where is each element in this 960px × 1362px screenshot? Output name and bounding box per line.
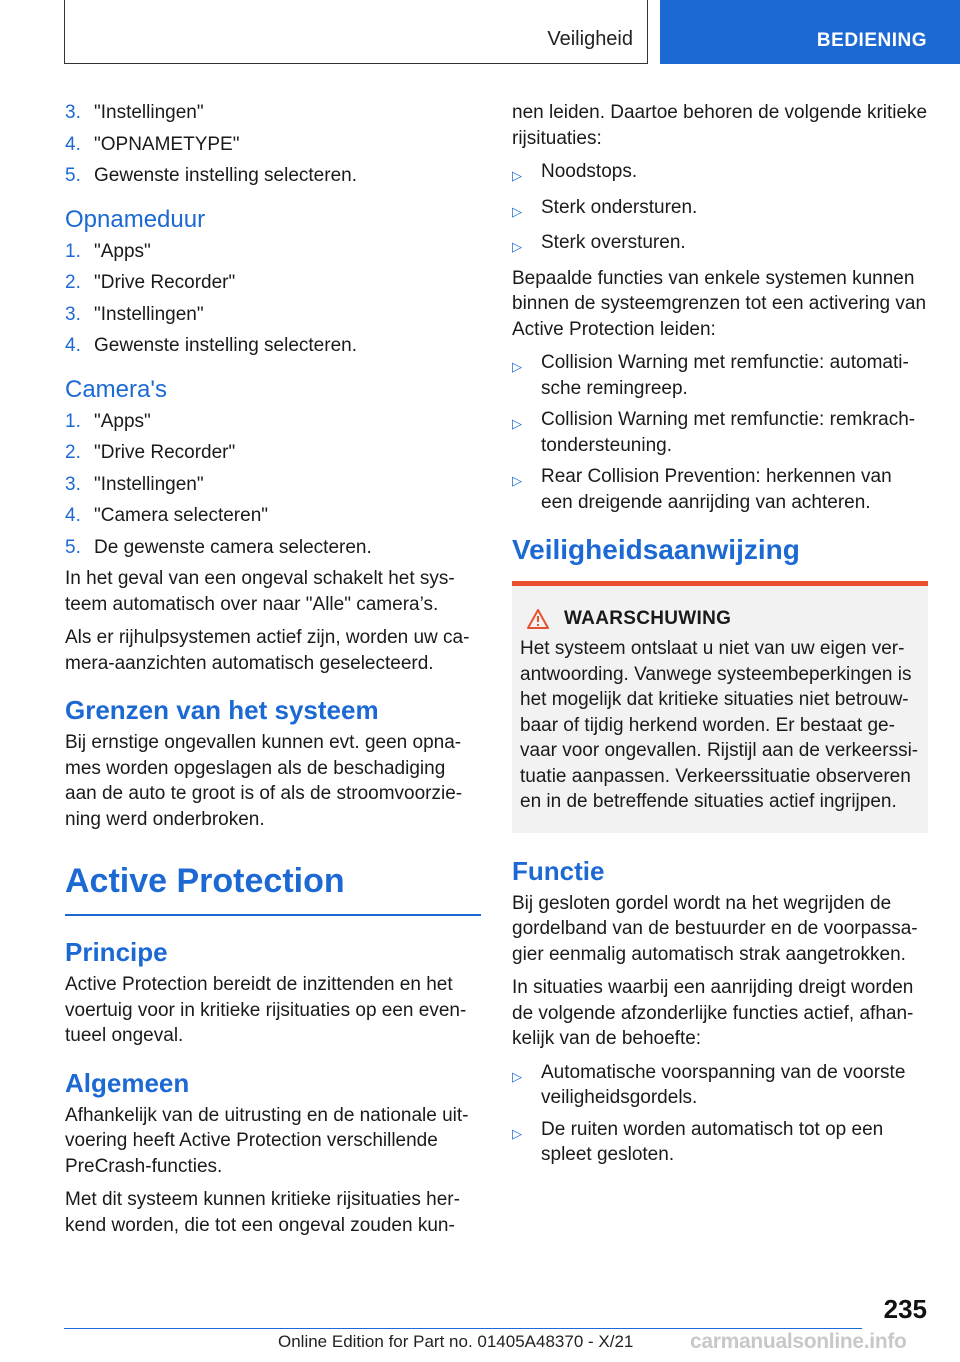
- step-number: 1.: [65, 410, 81, 432]
- bullet-item: [512, 1060, 928, 1111]
- step-text: "Camera selecteren": [94, 505, 269, 526]
- step-item: [65, 132, 481, 158]
- page-number: 235: [883, 1294, 927, 1324]
- heading-principe: Principe: [65, 937, 168, 967]
- bullet-text: Automatische voorspanning van de voorste veiligheidsgordels.: [541, 1061, 906, 1108]
- heading-opnameduur: Opnameduur: [65, 205, 206, 233]
- step-text: "Drive Recorder": [94, 442, 236, 463]
- heading-cameras: Camera's: [65, 375, 167, 403]
- step-item: [65, 333, 481, 359]
- steps-list-b: [65, 239, 481, 359]
- step-item: [65, 440, 481, 466]
- step-item: [65, 100, 481, 126]
- bullet-item: [512, 464, 928, 515]
- step-number: 2.: [65, 272, 81, 293]
- triangle-right-icon: ▷: [512, 1068, 522, 1084]
- triangle-right-icon: ▷: [512, 359, 522, 374]
- triangle-right-icon: ▷: [512, 473, 522, 488]
- step-number: 1.: [65, 240, 81, 262]
- bullet-item: [512, 230, 928, 260]
- bullet-item: [512, 350, 928, 401]
- step-number: 4.: [65, 133, 81, 155]
- step-number: 5.: [65, 165, 81, 186]
- header-section-box: [64, 0, 648, 64]
- step-text: "Instellingen": [94, 473, 204, 495]
- footer-rule: [64, 1328, 862, 1329]
- heading-algemeen: Algemeen: [65, 1067, 190, 1098]
- paragraph-grenzen: Bij ernstige ongevallen kunnen evt. geen opna-mes worden opgeslagen als de beschadiging aan de auto te groot is of als de stroomvoorzie-ning werd onderbroken.: [65, 732, 463, 830]
- step-text: "Apps": [94, 410, 151, 432]
- header-chapter-tab: [660, 0, 960, 64]
- paragraph-functie-2: In situaties waarbij een aanrijding dreigt worden de volgende afzonderlijke functies actief, afhan-kelijk van de behoefte:: [512, 977, 914, 1049]
- watermark: carmanualsonline.info: [690, 1330, 907, 1353]
- triangle-right-icon: ▷: [512, 416, 522, 431]
- step-text: Gewenste instelling selecteren.: [94, 165, 357, 186]
- left-column: [65, 100, 481, 1246]
- heading-grenzen: Grenzen van het systeem: [65, 695, 379, 725]
- bullet-text: De ruiten worden automatisch tot op een spleet gesloten.: [541, 1118, 884, 1165]
- step-number: 3.: [65, 102, 81, 123]
- step-item: [65, 163, 481, 189]
- step-item: [65, 239, 481, 265]
- steps-list-a: [65, 100, 481, 189]
- heading-veiligheidsaanwijzing: Veiligheidsaanwijzing: [512, 534, 800, 565]
- footer-edition: Online Edition for Part no. 01405A48370 - X/21: [278, 1332, 634, 1351]
- bullet-text: Collision Warning met remfunctie: remkrach-tondersteuning.: [541, 409, 916, 456]
- step-text: Gewenste instelling selecteren.: [94, 335, 357, 356]
- bullet-item: [512, 195, 928, 225]
- bullet-item: [512, 407, 928, 458]
- step-number: 4.: [65, 505, 81, 526]
- triangle-right-icon: ▷: [512, 203, 522, 219]
- header-chapter-title: BEDIENING: [816, 30, 927, 51]
- header-section-title: Veiligheid: [547, 28, 633, 50]
- step-number: 3.: [65, 473, 81, 495]
- bullet-list-a: [512, 159, 928, 260]
- step-item: [65, 472, 481, 498]
- step-text: "Apps": [94, 240, 151, 262]
- warning-box: [512, 581, 928, 833]
- paragraph-principe: Active Protection bereidt de inzittenden en het voertuig voor in kritieke rijsituaties op een even-tueel ongeval.: [65, 974, 467, 1046]
- bullet-item: [512, 1117, 928, 1168]
- bullet-text: Noodstops.: [541, 161, 638, 182]
- warning-title: WAARSCHUWING: [564, 608, 732, 629]
- bullet-text: Sterk ondersturen.: [541, 196, 698, 218]
- step-text: "OPNAMETYPE": [94, 133, 240, 155]
- step-text: "Instellingen": [94, 303, 204, 325]
- bullet-item: [512, 159, 928, 189]
- paragraph-algemeen-1: Afhankelijk van de uitrusting en de nationale uit-voering heeft Active Protection verschillende PreCrash-functies.: [65, 1104, 469, 1177]
- step-item: [65, 409, 481, 435]
- step-item: [65, 503, 481, 529]
- warning-triangle-icon: [520, 609, 556, 629]
- step-text: De gewenste camera selecteren.: [94, 536, 372, 558]
- bullet-text: Collision Warning met remfunctie: automati-sche remingreep.: [541, 352, 909, 399]
- paragraph-cameras-1: In het geval van een ongeval schakelt het sys-teem automatisch over naar "Alle" camera’s.: [65, 568, 455, 615]
- paragraph-continuation: nen leiden. Daartoe behoren de volgende kritieke rijsituaties:: [512, 102, 928, 149]
- triangle-right-icon: ▷: [512, 239, 522, 254]
- warning-text: Het systeem ontslaat u niet van uw eigen ver-antwoording. Vanwege systeembeperkingen is het mogelijk dat kritieke situaties niet betrouw-baar of tijdig herkend worden. Er bestaat ge-vaar voor ongevallen. Rijstijl aan de verkeerssi-tuatie aanpassen. Verkeerssituatie observeren en in de betreffende situaties actief ingrijpen.: [520, 638, 919, 812]
- paragraph-functie-1: Bij gesloten gordel wordt na het wegrijden de gordelband van de bestuurder en de voorpassa-gier eenmalig automatisch strak aangetrokken.: [512, 892, 918, 965]
- heading-rule: [65, 914, 481, 916]
- paragraph-bepaalde: Bepaalde functies van enkele systemen kunnen binnen de systeemgrenzen tot een activering van Active Protection leiden:: [512, 267, 927, 340]
- step-number: 5.: [65, 536, 81, 558]
- step-number: 2.: [65, 442, 81, 463]
- triangle-right-icon: ▷: [512, 168, 522, 183]
- step-text: "Instellingen": [94, 102, 204, 123]
- step-item: [65, 535, 481, 561]
- step-number: 3.: [65, 303, 81, 325]
- heading-functie: Functie: [512, 855, 605, 886]
- step-item: [65, 302, 481, 328]
- steps-list-c: [65, 409, 481, 561]
- paragraph-algemeen-2: Met dit systeem kunnen kritieke rijsituaties her-kend worden, die tot een ongeval zouden kun-: [65, 1189, 460, 1236]
- bullet-list-b: [512, 350, 928, 515]
- warning-header: [520, 608, 920, 630]
- paragraph-cameras-2: Als er rijhulpsystemen actief zijn, worden uw ca-mera-aanzichten automatisch geselecteerd.: [65, 627, 470, 674]
- step-text: "Drive Recorder": [94, 272, 236, 293]
- bullet-text: Sterk oversturen.: [541, 232, 686, 253]
- heading-active-protection: Active Protection: [65, 862, 345, 900]
- step-item: [65, 270, 481, 296]
- right-column: [512, 100, 928, 1174]
- step-number: 4.: [65, 335, 81, 356]
- bullet-list-c: [512, 1060, 928, 1168]
- bullet-text: Rear Collision Prevention: herkennen van een dreigende aanrijding van achteren.: [541, 466, 892, 513]
- triangle-right-icon: ▷: [512, 1125, 522, 1141]
